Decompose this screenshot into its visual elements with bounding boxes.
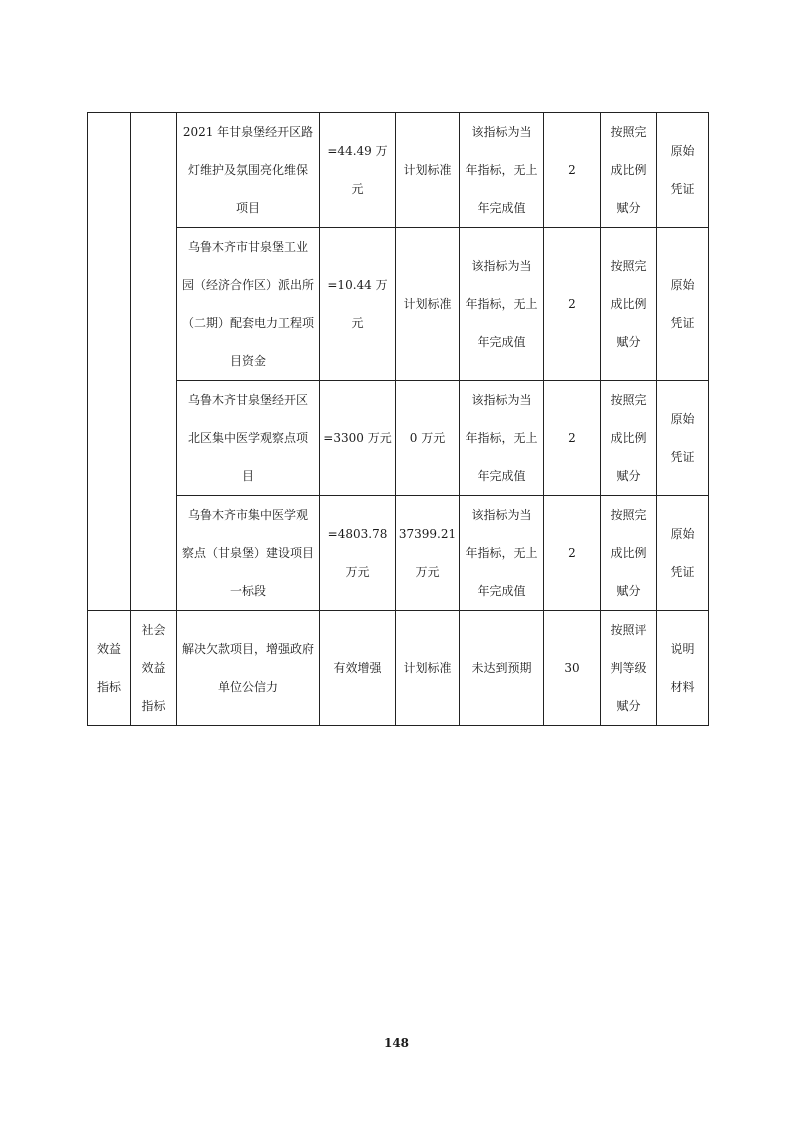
table-row: [88, 381, 709, 496]
scoring-method-cell: 按照完 成比例 赋分: [601, 228, 657, 381]
page-number: 148: [383, 1036, 410, 1050]
evidence-cell: 原始 凭证: [657, 381, 709, 496]
level1-indicator-cell: 效益 指标: [88, 611, 131, 726]
scoring-method-cell: 按照完 成比例 赋分: [601, 381, 657, 496]
evidence-cell: 说明 材料: [657, 611, 709, 726]
score-cell: 2: [544, 496, 601, 611]
standard-cell: 计划标准: [396, 611, 460, 726]
evidence-cell: 原始 凭证: [657, 496, 709, 611]
explanation-cell: 未达到预期: [460, 611, 544, 726]
indicator-value-cell: =44.49 万 元: [320, 113, 396, 228]
level2-indicator-cell-empty: [131, 113, 177, 611]
evidence-cell: 原始 凭证: [657, 228, 709, 381]
table-row: [88, 611, 709, 726]
indicator-value-cell: =10.44 万 元: [320, 228, 396, 381]
table-row: [88, 113, 709, 228]
explanation-cell: 该指标为当 年指标，无上 年完成值: [460, 381, 544, 496]
standard-cell: 37399.21 万元: [396, 496, 460, 611]
scoring-method-cell: 按照完 成比例 赋分: [601, 496, 657, 611]
scoring-method-cell: 按照完 成比例 赋分: [601, 113, 657, 228]
evidence-cell: 原始 凭证: [657, 113, 709, 228]
score-cell: 2: [544, 113, 601, 228]
indicator-table-container: [87, 112, 708, 726]
indicator-value-cell: =4803.78 万元: [320, 496, 396, 611]
explanation-cell: 该指标为当 年指标，无上 年完成值: [460, 496, 544, 611]
score-cell: 2: [544, 381, 601, 496]
indicator-value-cell: 有效增强: [320, 611, 396, 726]
table-row: [88, 228, 709, 381]
performance-indicator-table: [87, 112, 709, 726]
standard-cell: 计划标准: [396, 228, 460, 381]
project-name-cell: 乌鲁木齐甘泉堡经开区 北区集中医学观察点项 目: [177, 381, 320, 496]
project-name-cell: 解决欠款项目，增强政府 单位公信力: [177, 611, 320, 726]
scoring-method-cell: 按照评 判等级 赋分: [601, 611, 657, 726]
score-cell: 30: [544, 611, 601, 726]
score-cell: 2: [544, 228, 601, 381]
level1-indicator-cell-empty: [88, 113, 131, 611]
indicator-value-cell: =3300 万元: [320, 381, 396, 496]
project-name-cell: 乌鲁木齐市集中医学观 察点（甘泉堡）建设项目 一标段: [177, 496, 320, 611]
explanation-cell: 该指标为当 年指标，无上 年完成值: [460, 228, 544, 381]
standard-cell: 计划标准: [396, 113, 460, 228]
table-row: [88, 496, 709, 611]
standard-cell: 0 万元: [396, 381, 460, 496]
project-name-cell: 乌鲁木齐市甘泉堡工业 园（经济合作区）派出所 （二期）配套电力工程项 目资金: [177, 228, 320, 381]
level2-indicator-cell: 社会 效益 指标: [131, 611, 177, 726]
explanation-cell: 该指标为当 年指标，无上 年完成值: [460, 113, 544, 228]
project-name-cell: 2021 年甘泉堡经开区路 灯维护及氛围亮化维保 项目: [177, 113, 320, 228]
